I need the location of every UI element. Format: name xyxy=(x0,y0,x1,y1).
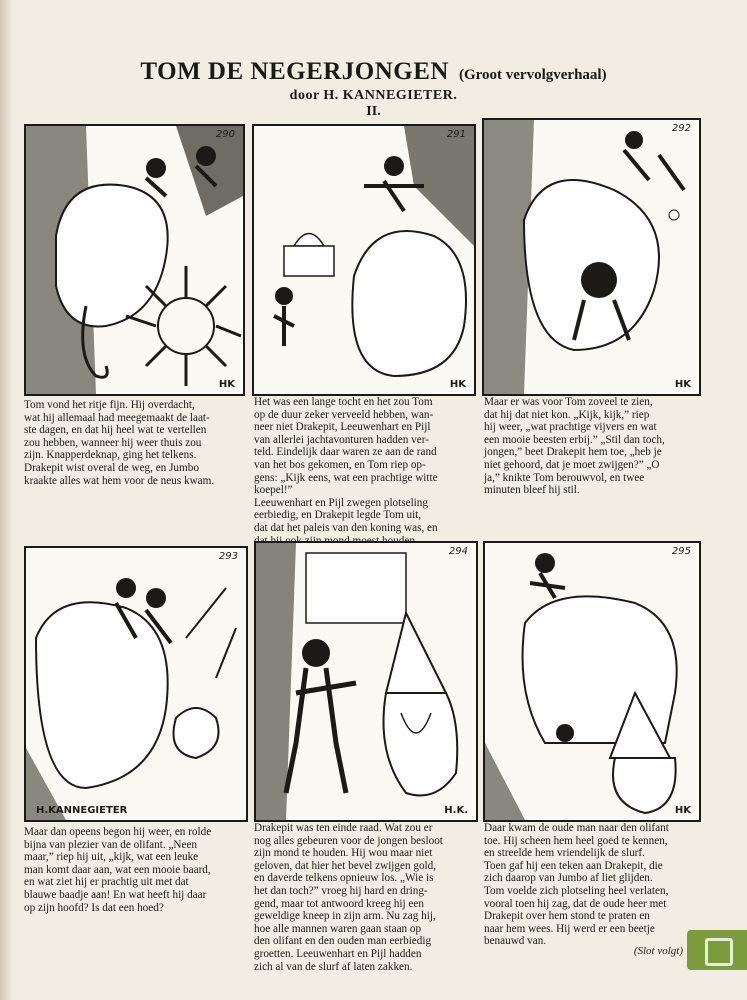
artist-signature: HK xyxy=(449,379,466,390)
panel-number: 295 xyxy=(671,546,691,557)
page-binding-edge xyxy=(0,0,12,1000)
panel-caption-293: Maar dan opeens begon hij weer, en rolde bijna van plezier van de olifant. „Neen maar,” riep hij uit, „kijk, wat een leuke man komt daar aan, wat een mooie baard, en wat ziet hij er prachtig uit met dat blauwe baadje aan! En wat heeft hij daar op zijn hoofd? Is dat een hoed? xyxy=(24,826,212,914)
continued-note: (Slot volgt) xyxy=(633,945,683,957)
old-man-elephant-illustration xyxy=(485,543,699,820)
palace-view-illustration xyxy=(254,126,474,394)
panel-caption-292: Maar er was voor Tom zoveel te zien, dat hij dat niet kon. „Kijk, kijk,” riep hij weer, „wat prachtige vijvers en wat een mooie beesten erbij.” „Stil dan toch, jongen,” beet Drakepit hem toe, „heb je niet gehoord, dat je moet zwijgen?” „O ja,” knikte Tom berouwvol, en twee minuten bleef hij stil. xyxy=(484,396,665,497)
watermark-logo xyxy=(687,930,747,970)
excited-tom-illustration xyxy=(484,120,699,394)
artist-signature: HK xyxy=(674,379,691,390)
panel-caption-295: Daar kwam de oude man naar den olifant toe. Hij scheen hem heel goed te kennen, en streelde hem vriendelijk de slurf. Toen gaf hij een teken aan Drakepit, die zich daarop van Jumbo af liet glijden. Tom voelde zich plotseling heel verlaten, vooral toen hij zag, dat de oude heer met Drakepit over hem stond te praten en naar hem wees. Hij werd er een beetje benauwd van. xyxy=(484,822,669,948)
page-subtitle: (Groot vervolgverhaal) xyxy=(458,67,607,83)
panel-caption-294: Drakepit was ten einde raad. Wat zou er nog alles gebeuren voor de jongen besloot zijn mond te houden. Hij wou maar niet geloven, dat hier het bevel zwijgen gold, en daverde telkens opnieuw los. „Wie is het dan toch?” vroeg hij hard en dring- gend, maar tot antwoord kreeg hij een geweldige kneep in zijn arm. Nu zag hij, hoe alle mannen waren gaan staan op den olifant en den ouden man eerbiedig groetten. Leeuwenhart en Pijl hadden zich al van de slurf af laten zakken. xyxy=(254,822,443,973)
elephant-rolling-illustration xyxy=(26,548,246,820)
artist-signature: H.KANNEGIETER xyxy=(36,805,128,816)
comic-panel-291 xyxy=(252,124,476,396)
page-title: TOM DE NEGERJONGEN xyxy=(140,58,449,85)
panel-caption-291: Het was een lange tocht en het zou Tom op de duur zeker verveeld hebben, wan- neer niet Drakepit, Leeuwenhart en Pijl van allerlei jachtavonturen hadden ver- teld. Eindelijk daar waren ze aan de rand van het bos gekomen, en Tom riep op- gens: „Kijk eens, wat een prachtige witte koepel!” Leeuwenhart en Pijl zwegen plotseling eerbiedig, en Drakepit legde Tom uit, dat dat het paleis van den koning was, en xyxy=(254,396,438,534)
panel-caption-290: Tom vond het ritje fijn. Hij overdacht, wat hij allemaal had meegemaakt de laat- ste dagen, en dat hij heel wat te vertellen zou hebben, wanneer hij weer thuis zou zijn. Knapperdeknap, ging het telkens. Drakepit wist overal de weg, en Jumbo kraakte alles wat hem voor de neus kwam. xyxy=(24,399,215,487)
comic-panel-292 xyxy=(482,118,701,396)
part-number: II. xyxy=(366,104,381,119)
panel-number: 290 xyxy=(215,129,235,140)
old-man-greeting-illustration xyxy=(256,543,476,820)
artist-signature: H.K. xyxy=(444,805,468,816)
artist-signature: HK xyxy=(674,805,691,816)
panel-number: 291 xyxy=(446,129,466,140)
panel-number: 293 xyxy=(218,551,238,562)
panel-number: 294 xyxy=(448,546,468,557)
comic-panel-295 xyxy=(483,541,701,822)
panel-number: 292 xyxy=(671,123,691,134)
title-line xyxy=(0,58,747,86)
elephant-jungle-illustration xyxy=(26,126,243,394)
article-header xyxy=(0,58,747,120)
artist-signature: HK xyxy=(218,379,235,390)
byline: door H. KANNEGIETER. xyxy=(289,88,458,103)
comic-panel-294 xyxy=(254,541,478,822)
comic-panel-290 xyxy=(24,124,245,396)
comic-panel-293 xyxy=(24,546,248,822)
